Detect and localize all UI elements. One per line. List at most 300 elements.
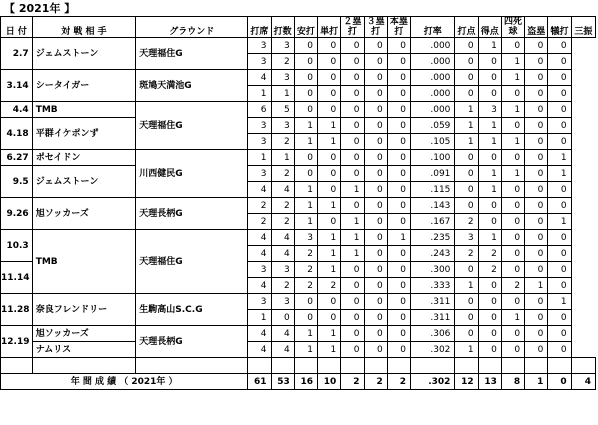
header-runs: 得点 [478,17,501,38]
stat-plate-appearances: 4 [248,230,271,246]
stat-hits: 1 [294,182,317,198]
stat-steals: 0 [525,150,548,166]
stat-plate-appearances: 2 [248,214,271,230]
stat-at-bats: 4 [271,342,294,358]
empty-cell [501,358,524,374]
header-opponent: 対 戦 相 手 [32,17,136,38]
table-row [1,326,596,342]
total-runs: 13 [478,374,501,390]
stat-steals: 0 [525,342,548,358]
stat-runs: 0 [478,326,501,342]
stat-sacrifices: 0 [548,230,571,246]
stat-plate-appearances: 3 [248,294,271,310]
stat-walks: 0 [501,182,524,198]
stat-home-runs: 0 [387,310,410,326]
stat-batting-average: .306 [411,326,455,342]
stat-batting-average: .143 [411,198,455,214]
table-row [1,166,596,182]
stat-walks: 0 [501,342,524,358]
stat-triples: 0 [364,38,387,54]
stat-sacrifices: 0 [548,102,571,118]
stat-triples: 0 [364,166,387,182]
ground-name: 生駒高山S.C.G [136,294,248,326]
header-doubles: ２塁打 [341,17,364,38]
stat-doubles: 0 [341,86,364,102]
table-row [1,198,596,214]
stat-doubles: 0 [341,262,364,278]
stat-rbi: 0 [455,166,478,182]
total-triples: 2 [364,374,387,390]
stat-runs: 0 [478,54,501,70]
stat-runs: 2 [478,262,501,278]
stat-sacrifices: 0 [548,198,571,214]
stat-rbi: 2 [455,246,478,262]
stat-doubles: 0 [341,150,364,166]
stat-home-runs: 0 [387,214,410,230]
stat-hits: 2 [294,262,317,278]
stat-walks: 1 [501,102,524,118]
stat-doubles: 0 [341,342,364,358]
batting-stats-table [0,16,596,390]
stat-singles: 0 [318,54,341,70]
stat-doubles: 0 [341,134,364,150]
stat-walks: 0 [501,86,524,102]
opponent-name: ジェムストーン [32,38,136,70]
stat-hits: 0 [294,54,317,70]
stat-singles: 1 [318,134,341,150]
stat-at-bats: 3 [271,294,294,310]
stat-steals: 0 [525,214,548,230]
header-row [1,17,596,38]
stat-batting-average: .300 [411,262,455,278]
ground-name: 斑鳩天満池G [136,70,248,102]
stat-sacrifices: 0 [548,134,571,150]
stat-plate-appearances: 4 [248,182,271,198]
stat-plate-appearances: 4 [248,70,271,86]
game-date: 2.7 [1,38,33,70]
table-row [1,294,596,310]
stat-steals: 0 [525,182,548,198]
stat-runs: 1 [478,118,501,134]
opponent-name: ポセイドン [32,150,136,166]
header-home-runs: 本塁打 [387,17,410,38]
opponent-name: シータイガー [32,70,136,102]
stat-batting-average: .311 [411,310,455,326]
stat-walks: 0 [501,294,524,310]
stat-runs: 2 [478,246,501,262]
stat-runs: 1 [478,38,501,54]
stat-doubles: 0 [341,54,364,70]
stat-triples: 0 [364,86,387,102]
header-steals: 盗塁 [525,17,548,38]
stat-steals: 0 [525,310,548,326]
stat-hits: 2 [294,246,317,262]
stat-steals: 0 [525,54,548,70]
empty-cell [318,358,341,374]
stat-singles: 2 [318,278,341,294]
stat-batting-average: .059 [411,118,455,134]
stat-singles: 0 [318,86,341,102]
stat-walks: 1 [501,310,524,326]
stat-hits: 0 [294,38,317,54]
stat-singles: 0 [318,38,341,54]
stat-steals: 0 [525,134,548,150]
stat-runs: 0 [478,278,501,294]
stat-batting-average: .311 [411,294,455,310]
stat-batting-average: .000 [411,102,455,118]
stat-at-bats: 0 [271,310,294,326]
opponent-name: ナムリス [32,342,136,358]
empty-cell [248,358,271,374]
stat-plate-appearances: 3 [248,262,271,278]
stat-batting-average: .000 [411,38,455,54]
empty-cell [548,358,571,374]
stat-steals: 0 [525,326,548,342]
empty-cell [478,358,501,374]
total-plate-appearances: 61 [248,374,271,390]
stat-hits: 1 [294,134,317,150]
ground-name: 川西健民G [136,150,248,198]
total-singles: 10 [318,374,341,390]
ground-name: 天理福住G [136,230,248,294]
stat-plate-appearances: 4 [248,326,271,342]
stat-steals: 0 [525,38,548,54]
stat-walks: 1 [501,70,524,86]
stat-batting-average: .302 [411,342,455,358]
stat-batting-average: .000 [411,54,455,70]
empty-cell [271,358,294,374]
stat-triples: 0 [364,54,387,70]
stat-rbi: 0 [455,326,478,342]
stat-triples: 0 [364,70,387,86]
stat-sacrifices: 0 [548,310,571,326]
stat-home-runs: 1 [387,230,410,246]
stat-runs: 0 [478,342,501,358]
stat-triples: 0 [364,182,387,198]
stat-home-runs: 0 [387,38,410,54]
stat-runs: 1 [478,166,501,182]
stat-batting-average: .333 [411,278,455,294]
header-at-bats: 打数 [271,17,294,38]
stat-home-runs: 0 [387,102,410,118]
stat-hits: 0 [294,70,317,86]
total-row [1,374,596,390]
stat-rbi: 0 [455,86,478,102]
stat-hits: 1 [294,214,317,230]
table-row [1,342,596,358]
stat-sacrifices: 0 [548,262,571,278]
stat-singles: 1 [318,326,341,342]
game-date: 4.4 [1,102,33,118]
stat-home-runs: 0 [387,150,410,166]
game-date: 4.18 [1,118,33,150]
stat-runs: 0 [478,86,501,102]
stat-runs: 3 [478,102,501,118]
stat-walks: 0 [501,198,524,214]
game-date: 9.26 [1,198,33,230]
game-date: 3.14 [1,70,33,102]
opponent-name: ジェムストーン [32,166,136,198]
stat-runs: 0 [478,198,501,214]
table-row [1,102,596,118]
year-title: 【 2021年 】 [4,2,76,15]
stat-home-runs: 0 [387,342,410,358]
empty-cell [364,358,387,374]
empty-cell [387,358,410,374]
stat-rbi: 1 [455,342,478,358]
stat-triples: 0 [364,262,387,278]
empty-cell [294,358,317,374]
stat-steals: 0 [525,294,548,310]
stat-singles: 1 [318,118,341,134]
stat-doubles: 0 [341,310,364,326]
stat-doubles: 1 [341,214,364,230]
stat-walks: 0 [501,246,524,262]
stat-at-bats: 4 [271,246,294,262]
stat-singles: 0 [318,150,341,166]
stat-plate-appearances: 3 [248,38,271,54]
stat-singles: 1 [318,198,341,214]
stat-batting-average: .091 [411,166,455,182]
stat-triples: 0 [364,118,387,134]
stat-rbi: 2 [455,214,478,230]
stat-plate-appearances: 3 [248,54,271,70]
stat-doubles: 1 [341,230,364,246]
stat-steals: 0 [525,166,548,182]
stat-triples: 0 [364,230,387,246]
stat-at-bats: 4 [271,230,294,246]
stat-doubles: 1 [341,182,364,198]
game-date: 10.3 [1,230,33,262]
game-date: 6.27 [1,150,33,166]
total-label: 年 間 成 績 （ 2021年 ） [1,374,248,390]
stat-triples: 0 [364,294,387,310]
stat-runs: 1 [478,182,501,198]
stat-rbi: 0 [455,294,478,310]
stat-batting-average: .105 [411,134,455,150]
stat-plate-appearances: 4 [248,342,271,358]
total-batting-average: .302 [411,374,455,390]
stat-plate-appearances: 1 [248,310,271,326]
stat-runs: 0 [478,294,501,310]
stat-at-bats: 1 [271,86,294,102]
stat-triples: 0 [364,150,387,166]
stat-steals: 1 [525,278,548,294]
stat-doubles: 0 [341,326,364,342]
stat-at-bats: 2 [271,198,294,214]
stat-plate-appearances: 1 [248,150,271,166]
stat-batting-average: .235 [411,230,455,246]
header-walks: 四死球 [501,17,524,38]
stat-rbi: 0 [455,54,478,70]
empty-cell [455,358,478,374]
stat-plate-appearances: 2 [248,198,271,214]
stat-at-bats: 2 [271,278,294,294]
stat-home-runs: 0 [387,278,410,294]
ground-name: 天理長柄G [136,198,248,230]
stat-hits: 0 [294,86,317,102]
stat-walks: 0 [501,118,524,134]
stat-hits: 1 [294,118,317,134]
empty-cell [571,358,595,374]
ground-name: 天理福住G [136,38,248,70]
stat-at-bats: 4 [271,326,294,342]
stat-home-runs: 0 [387,54,410,70]
game-date: 12.19 [1,326,33,358]
stat-runs: 0 [478,150,501,166]
total-strikeouts: 4 [571,374,595,390]
stat-rbi: 0 [455,198,478,214]
stat-singles: 1 [318,230,341,246]
empty-cell [411,358,455,374]
stat-rbi: 1 [455,134,478,150]
stat-triples: 0 [364,310,387,326]
opponent-name: 旭ソッカーズ [32,326,136,342]
stat-runs: 1 [478,134,501,150]
total-rbi: 12 [455,374,478,390]
stat-plate-appearances: 4 [248,246,271,262]
stat-at-bats: 2 [271,54,294,70]
stat-sacrifices: 0 [548,70,571,86]
header-date: 日 付 [1,17,33,38]
stat-rbi: 0 [455,262,478,278]
stat-sacrifices: 0 [548,54,571,70]
stat-singles: 0 [318,294,341,310]
stat-hits: 1 [294,326,317,342]
stat-doubles: 0 [341,70,364,86]
stat-home-runs: 0 [387,70,410,86]
empty-cell [136,358,248,374]
stat-doubles: 0 [341,166,364,182]
total-walks: 8 [501,374,524,390]
stat-plate-appearances: 3 [248,166,271,182]
stat-singles: 0 [318,310,341,326]
ground-name: 天理福住G [136,102,248,150]
stat-rbi: 0 [455,310,478,326]
stat-steals: 0 [525,102,548,118]
stat-at-bats: 2 [271,166,294,182]
stat-doubles: 0 [341,294,364,310]
stat-home-runs: 0 [387,118,410,134]
stat-steals: 0 [525,262,548,278]
stat-batting-average: .100 [411,150,455,166]
stat-at-bats: 2 [271,134,294,150]
stat-sacrifices: 1 [548,150,571,166]
game-date: 11.14 [1,262,33,294]
header-ground: グラウンド [136,17,248,38]
stat-singles: 0 [318,102,341,118]
blank-row [1,358,596,374]
stat-triples: 0 [364,342,387,358]
header-hits: 安打 [294,17,317,38]
stat-doubles: 0 [341,118,364,134]
stat-doubles: 1 [341,246,364,262]
stat-singles: 1 [318,246,341,262]
stat-rbi: 0 [455,38,478,54]
stat-home-runs: 0 [387,86,410,102]
total-hits: 16 [294,374,317,390]
stat-hits: 1 [294,198,317,214]
stat-rbi: 1 [455,278,478,294]
empty-cell [32,358,136,374]
stat-steals: 0 [525,198,548,214]
total-doubles: 2 [341,374,364,390]
stat-at-bats: 3 [271,262,294,278]
stat-doubles: 0 [341,198,364,214]
stat-home-runs: 0 [387,198,410,214]
stat-walks: 0 [501,38,524,54]
stat-plate-appearances: 3 [248,118,271,134]
stat-at-bats: 3 [271,38,294,54]
stat-at-bats: 1 [271,150,294,166]
stat-sacrifices: 0 [548,326,571,342]
stat-hits: 0 [294,310,317,326]
total-steals: 1 [525,374,548,390]
header-sacrifices: 犠打 [548,17,571,38]
stat-at-bats: 3 [271,118,294,134]
stat-triples: 0 [364,102,387,118]
game-date: 11.28 [1,294,33,326]
table-row [1,230,596,246]
stat-singles: 0 [318,70,341,86]
stat-singles: 0 [318,166,341,182]
opponent-name: TMB [32,230,136,294]
stat-runs: 0 [478,310,501,326]
stat-triples: 0 [364,214,387,230]
empty-cell [1,358,33,374]
stat-plate-appearances: 4 [248,278,271,294]
stat-steals: 0 [525,246,548,262]
stat-walks: 0 [501,326,524,342]
stat-sacrifices: 0 [548,246,571,262]
stat-batting-average: .243 [411,246,455,262]
game-date: 9.5 [1,166,33,198]
stat-sacrifices: 0 [548,38,571,54]
stat-steals: 0 [525,86,548,102]
stat-home-runs: 0 [387,134,410,150]
stat-walks: 0 [501,150,524,166]
stat-triples: 0 [364,278,387,294]
stat-batting-average: .115 [411,182,455,198]
stat-hits: 3 [294,230,317,246]
stat-singles: 0 [318,214,341,230]
stat-sacrifices: 0 [548,342,571,358]
stat-singles: 1 [318,342,341,358]
header-strikeouts: 三振 [571,17,595,38]
stat-at-bats: 4 [271,182,294,198]
stat-at-bats: 2 [271,214,294,230]
stat-hits: 2 [294,278,317,294]
total-sacrifices: 0 [548,374,571,390]
stat-steals: 0 [525,230,548,246]
stat-batting-average: .167 [411,214,455,230]
stat-triples: 0 [364,246,387,262]
header-triples: ３塁打 [364,17,387,38]
stat-plate-appearances: 6 [248,102,271,118]
header-batting-average: 打率 [411,17,455,38]
stat-walks: 0 [501,214,524,230]
stat-rbi: 0 [455,70,478,86]
total-at-bats: 53 [271,374,294,390]
stat-doubles: 0 [341,278,364,294]
header-rbi: 打点 [455,17,478,38]
stat-hits: 0 [294,294,317,310]
header-singles: 単打 [318,17,341,38]
stat-doubles: 0 [341,38,364,54]
table-row [1,38,596,54]
table-row [1,70,596,86]
stat-runs: 1 [478,230,501,246]
